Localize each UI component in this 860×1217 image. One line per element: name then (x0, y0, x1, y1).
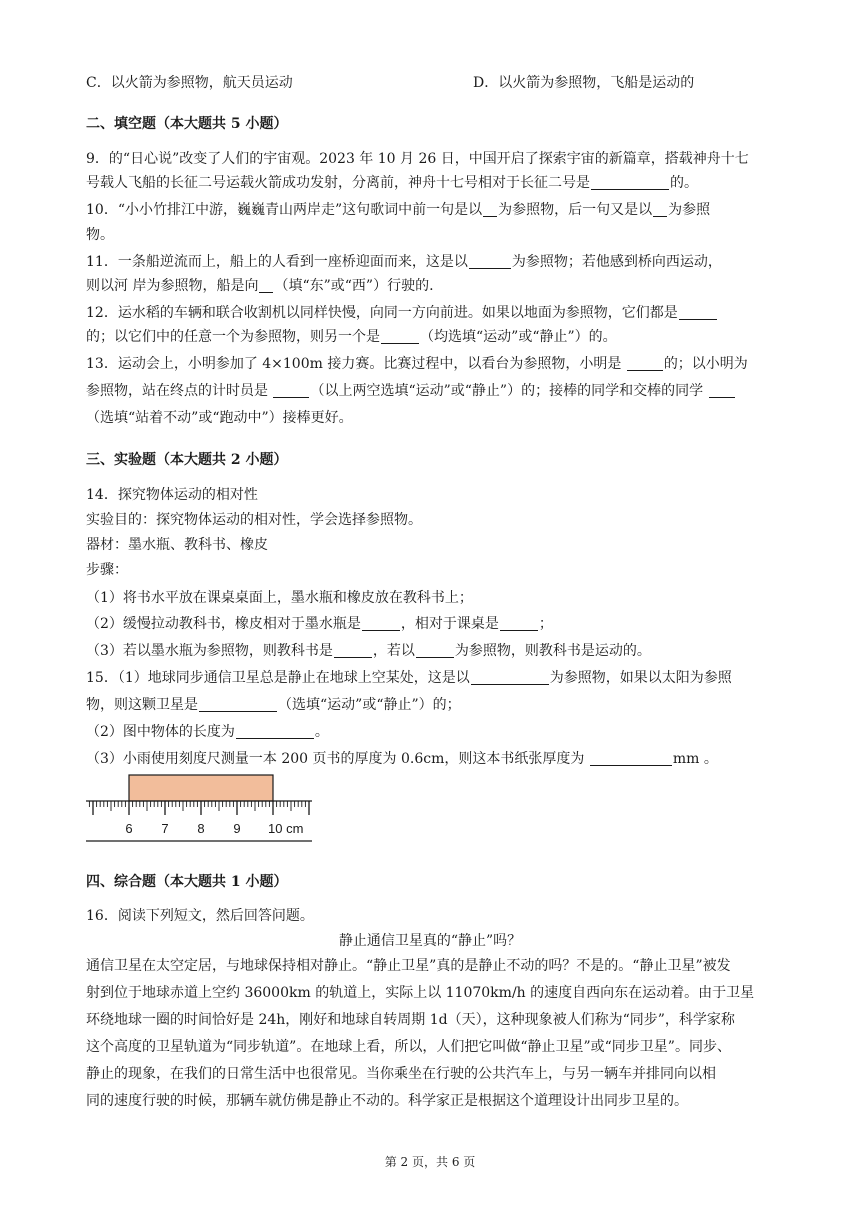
q15-text-b: 为参照物，如果以太阳为参照 (549, 670, 732, 686)
q11-blank-1[interactable] (469, 254, 511, 269)
measured-object (129, 775, 273, 801)
q9-text-a: 号载人飞船的长征二号运载火箭成功发射，分离前，神舟十七号相对于长征二号是 (86, 175, 590, 191)
q15-text-g: （3）小雨使用刻度尺测量一本 200 页书的厚度为 0.6cm，则这本书纸张厚度为 (86, 751, 589, 767)
q13-text-a: 13．运动会上，小明参加了 4×100m 接力赛。比赛过程中，以看台为参照物，小明是 (86, 356, 626, 372)
q14-s2-text-b: ，相对于课桌是 (400, 616, 499, 632)
q15-blank-2[interactable] (199, 697, 277, 712)
q15-line3 (86, 723, 329, 741)
q9-line2 (86, 174, 698, 192)
q12-blank-2[interactable] (381, 329, 419, 344)
q16-para-line3: 环绕地球一圈的时间恰好是 24h，刚好和地球自转周期 1d（天），这种现象被人们称为“同步”，科学家称 (86, 1012, 735, 1028)
q16-para-line4: 这个高度的卫星轨道为“同步轨道”。在地球上看，所以，人们把它叫做“静止卫星”或“同步卫星”。同步、 (86, 1039, 731, 1055)
q15-line1 (86, 669, 732, 687)
q14-steps-label: 步骤： (86, 562, 128, 578)
ruler-label: 6 (125, 821, 133, 836)
q10-text-c: 为参照 (668, 202, 711, 218)
q11-line2 (86, 277, 434, 295)
section-comprehensive-heading: 四、综合题（本大题共 1 小题） (86, 874, 288, 890)
option-c: C．以火箭为参照物，航天员运动 (86, 75, 293, 91)
q16-para-line1: 通信卫星在太空定居，与地球保持相对静止。“静止卫星”真的是静止不动的吗？不是的。“静止卫星”被发 (86, 958, 731, 974)
q14-s3-text-a: （3）若以墨水瓶为参照物，则教科书是 (86, 643, 333, 659)
q15-text-e: （2）图中物体的长度为 (86, 724, 235, 740)
q12-line2 (86, 328, 617, 346)
q16-para-line5: 静止的现象，在我们的日常生活中也很常见。当你乘坐在行驶的公共汽车上，与另一辆车并排同向以相 (86, 1066, 716, 1082)
q14-title: 14．探究物体运动的相对性 (86, 487, 258, 503)
q15-text-d: （选填“运动”或“静止”）的； (278, 697, 461, 713)
q9-answer-blank[interactable] (591, 175, 669, 190)
ruler-labels (125, 821, 303, 836)
q14-s3-text-b: ，若以 (372, 643, 415, 659)
q10-text-b: 为参照物，后一句又是以 (498, 202, 653, 218)
q13-blank-3[interactable] (709, 383, 735, 398)
ruler-label: 8 (197, 821, 205, 836)
q13-blank-1[interactable] (627, 356, 663, 371)
q14-materials: 器材：墨水瓶、教科书、橡皮 (86, 537, 268, 553)
section-experiment-heading: 三、实验题（本大题共 2 小题） (86, 452, 288, 468)
ruler-ticks (89, 801, 309, 815)
q15-line4 (86, 750, 718, 768)
ruler-label: 10 cm (268, 821, 304, 836)
q12-blank-1[interactable] (679, 305, 717, 320)
q12-text-b: 的；以它们中的任意一个为参照物，则另一个是 (86, 329, 380, 345)
q14-step2 (86, 615, 553, 633)
q9-line1: 9．的“日心说”改变了人们的宇宙观。2023 年 10 月 26 日，中国开启了探索宇宙的新篇章，搭载神舟十七 (86, 151, 749, 167)
ruler-label: 7 (161, 821, 169, 836)
q12-line1 (86, 304, 718, 322)
q16-article-title: 静止通信卫星真的“静止”吗？ (338, 933, 522, 949)
q15-blank-1[interactable] (471, 670, 549, 685)
q10-line2: 物。 (86, 227, 114, 243)
q12-text-c: （均选填“运动”或“静止”）的。 (420, 329, 617, 345)
q14-s2-text-a: （2）缓慢拉动教科书，橡皮相对于墨水瓶是 (86, 616, 361, 632)
q15-text-f: 。 (314, 724, 329, 740)
page-number: 第 2 页，共 6 页 (384, 1155, 476, 1169)
q13-text-b: 的；以小明为 (663, 356, 748, 372)
q13-line2 (86, 382, 736, 400)
q14-blank-4[interactable] (416, 643, 454, 658)
q10-text-a: 10．“小小竹排江中游，巍巍青山两岸走”这句歌词中前一句是以 (86, 202, 483, 218)
q14-blank-1[interactable] (362, 616, 400, 631)
q14-s2-text-c: ； (538, 616, 553, 632)
option-d: D．以火箭为参照物，飞船是运动的 (473, 75, 695, 91)
q15-blank-3[interactable] (236, 724, 314, 739)
q11-line1 (86, 253, 722, 271)
q16-para-line6: 同的速度行驶的时候，那辆车就仿佛是静止不动的。科学家正是根据这个道理设计出同步卫星的。 (86, 1093, 688, 1109)
q14-blank-2[interactable] (500, 616, 538, 631)
q10-blank-1[interactable] (483, 202, 497, 217)
q13-blank-2[interactable] (273, 383, 309, 398)
q13-text-c: 参照物，站在终点的计时员是 (86, 383, 273, 399)
q14-blank-3[interactable] (334, 643, 372, 658)
q10-line1 (86, 201, 710, 219)
q15-text-c: 物，则这颗卫星是 (86, 697, 198, 713)
ruler-figure (86, 773, 326, 843)
q15-line2 (86, 696, 461, 714)
q11-text-b: 为参照物；若他感到桥向西运动， (511, 254, 722, 270)
q11-text-c: 则以河 岸为参照物，船是向 (86, 278, 259, 294)
q13-text-d: （以上两空选填“运动”或“静止”）的；接棒的同学和交棒的同学 (310, 383, 708, 399)
q12-text-a: 12．运水稻的车辆和联合收割机以同样快慢，向同一方向前进。如果以地面为参照物，它们都是 (86, 305, 678, 321)
q16-intro: 16．阅读下列短文，然后回答问题。 (86, 908, 314, 924)
q15-text-h: mm 。 (672, 751, 718, 767)
q14-purpose: 实验目的：探究物体运动的相对性，学会选择参照物。 (86, 512, 422, 528)
q9-text-b: 的。 (670, 175, 698, 191)
section-fill-heading: 二、填空题（本大题共 5 小题） (86, 116, 288, 132)
q14-s3-text-c: 为参照物，则教科书是运动的。 (454, 643, 651, 659)
q15-text-a: 15．（1）地球同步通信卫星总是静止在地球上空某处，这是以 (86, 670, 470, 686)
q16-para-line2: 射到位于地球赤道上空约 36000km 的轨道上，实际上以 11070km/h 的速度自西向东在运动着。由于卫星 (86, 985, 755, 1001)
q14-step1: （1）将书水平放在课桌桌面上，墨水瓶和橡皮放在教科书上； (86, 590, 473, 606)
ruler-label: 9 (233, 821, 241, 836)
q13-line3: （选填“站着不动”或“跑动中”）接棒更好。 (86, 410, 353, 426)
q11-text-a: 11．一条船逆流而上，船上的人看到一座桥迎面而来，这是以 (86, 254, 468, 270)
q10-blank-2[interactable] (653, 202, 667, 217)
q11-text-d: （填“东”或“西”）行驶的. (274, 278, 434, 294)
q11-blank-2[interactable] (259, 278, 273, 293)
q13-line1 (86, 355, 748, 373)
ruler-svg (86, 773, 326, 843)
q15-blank-4[interactable] (590, 751, 672, 766)
q14-step3 (86, 642, 651, 660)
